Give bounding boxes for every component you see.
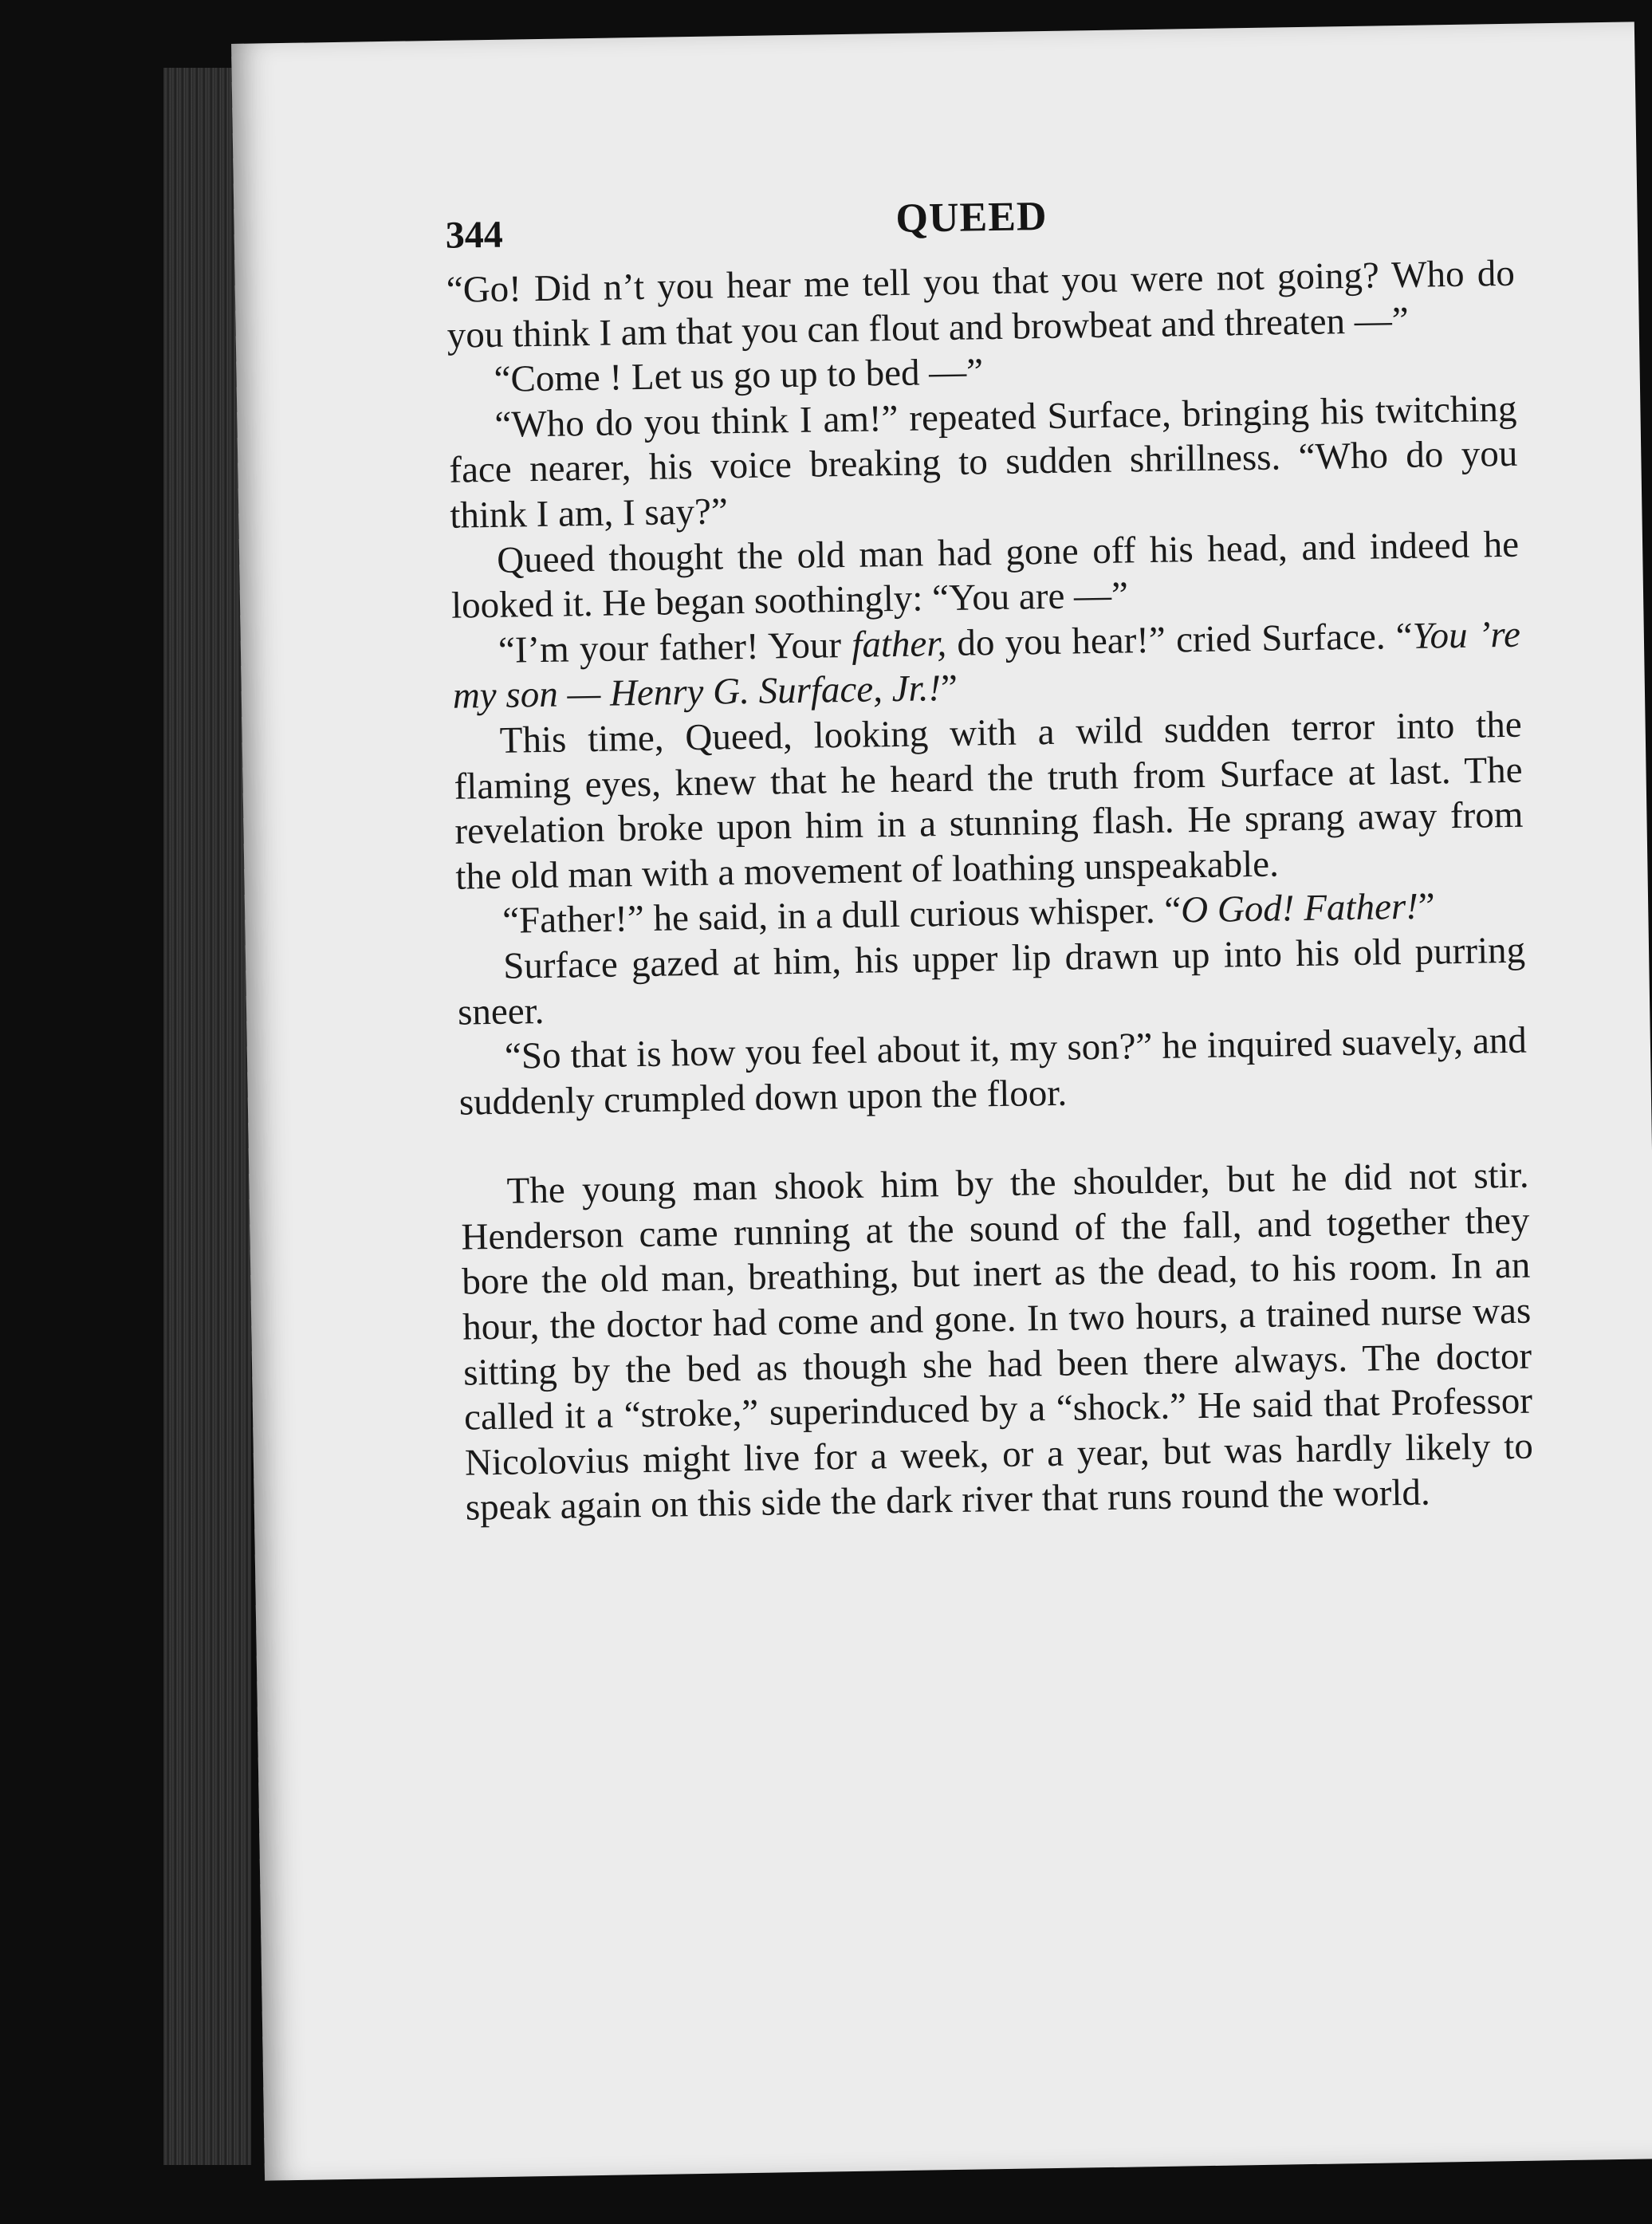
text-run: Queed thought the old man had gone off his head, and indeed he looked it. He began soothingly: “You are —” (450, 523, 1520, 627)
text-run: “Go! Did n’t you hear me tell you that you were not going? Who do you think I am that you can flout and browbeat and threaten —” (446, 252, 1516, 356)
text-run: ” (1418, 885, 1436, 928)
book-page (231, 22, 1652, 2180)
paragraph (448, 387, 1519, 539)
paragraph (458, 1018, 1528, 1125)
text-run: “So that is how you feel about it, my son?” he inquired suavely, and suddenly crumpled down upon the floor. (458, 1019, 1528, 1124)
paragraph (460, 1153, 1534, 1531)
running-head: QUEED (895, 193, 1048, 242)
body-text (446, 251, 1534, 1531)
italic-text: You ’re my son — Henry G. Surface, Jr.! (452, 613, 1521, 718)
paragraph (446, 251, 1516, 358)
text-run: “I’m your father! Your (498, 624, 852, 671)
paragraph (453, 703, 1524, 899)
paragraph (452, 612, 1522, 718)
italic-text: father, (851, 622, 947, 666)
text-run: “Father!” he said, in a dull curious whisper. “ (502, 889, 1182, 943)
text-run: “Who do you think I am!” repeated Surface, bringing his twitching face nearer, his voice breaking to sudden shrillness. “Who do you think I am, I say?” (449, 388, 1518, 537)
text-run: “Come ! Let us go up to bed —” (494, 351, 984, 401)
text-run: The young man shook him by the shoulder, but he did not stir. Henderson came running at the sound of the fall, and together they bore the old man, breathing, but inert as the dead, to his room. In an hour, the doctor had come and gone. In two hours, a trained nurse was sitting by the bed as though she had been there always. The doctor called it a “stroke,” superinduced by a “shock.” He said that Professor Nicolovius might live for a week, or a year, but was hardly likely to speak again on this side the dark river that runs round the world. (461, 1154, 1534, 1529)
text-run: This time, Queed, looking with a wild sudden terror into the flaming eyes, knew that he heard the truth from Surface at last. The revelation broke upon him in a stunning flash. He sprang away from the old man with a movement of loathing unspeakable. (454, 703, 1524, 898)
paragraph (450, 522, 1520, 628)
paragraph (457, 928, 1527, 1035)
text-run: do you hear!” cried Surface. “ (946, 615, 1414, 664)
text-run: ” (940, 667, 958, 710)
italic-text: O God! Father! (1180, 886, 1419, 931)
page-number: 344 (445, 213, 504, 257)
text-run: Surface gazed at him, his upper lip drawn up into his old purring sneer. (457, 929, 1526, 1033)
